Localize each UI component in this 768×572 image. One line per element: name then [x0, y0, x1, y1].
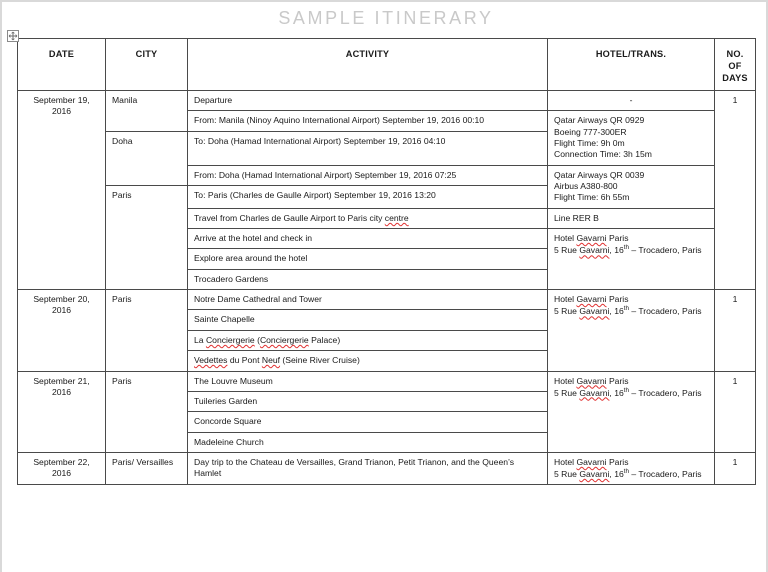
ordinal-suffix: th — [623, 305, 629, 313]
table-move-handle-icon[interactable] — [7, 30, 19, 42]
date-cell: September 19, 2016 — [18, 91, 106, 290]
transport-line: Boeing 777-300ER — [554, 126, 627, 137]
date-cell: September 22, 2016 — [18, 452, 106, 485]
table-row — [18, 290, 756, 310]
hotel-name: Hotel Gavarni Paris — [554, 233, 629, 244]
activity-cell: Trocadero Gardens — [188, 269, 548, 289]
activity-cell: La Conciergerie (Conciergerie Palace) — [188, 330, 548, 350]
transport-line: Flight Time: 9h 0m — [554, 138, 625, 149]
column-header-city: CITY — [106, 39, 188, 91]
date-cell: September 21, 2016 — [18, 371, 106, 452]
activity-cell: Tuileries Garden — [188, 391, 548, 411]
column-header-activity: ACTIVITY — [188, 39, 548, 91]
transport-line: Line RER B — [554, 212, 599, 223]
hotel-name: Hotel Gavarni Paris — [554, 456, 629, 467]
activity-cell: Arrive at the hotel and check in — [188, 229, 548, 249]
city-cell: Paris — [106, 186, 188, 290]
activity-cell: Notre Dame Cathedral and Tower — [188, 290, 548, 310]
hotel-name: Hotel Gavarni Paris — [554, 375, 629, 386]
ordinal-suffix: th — [623, 244, 629, 252]
hotel-street: 5 Rue Gavarni, 16th – Trocadero, Paris — [554, 244, 702, 256]
date-cell: September 20, 2016 — [18, 290, 106, 371]
hotel-cell — [548, 452, 715, 485]
hotel-address — [554, 294, 708, 318]
city-cell: Paris — [106, 371, 188, 452]
table-header-row — [18, 39, 756, 91]
activity-cell: Sainte Chapelle — [188, 310, 548, 330]
ordinal-suffix: th — [623, 386, 629, 394]
activity-cell: Madeleine Church — [188, 432, 548, 452]
hotel-cell — [548, 229, 715, 290]
city-cell: Paris/ Versailles — [106, 452, 188, 485]
activity-cell: Departure — [188, 91, 548, 111]
transport-line: Flight Time: 6h 55m — [554, 192, 630, 203]
activity-cell: Concorde Square — [188, 412, 548, 432]
itinerary-table — [17, 38, 756, 485]
num-days-cell: 1 — [715, 371, 756, 452]
city-cell: Doha — [106, 131, 188, 185]
transport-line: Qatar Airways QR 0039 — [554, 169, 645, 180]
hotel-name: Hotel Gavarni Paris — [554, 294, 629, 305]
page-title: SAMPLE ITINERARY — [278, 8, 494, 28]
num-days-cell: 1 — [715, 290, 756, 371]
hotel-address — [554, 376, 708, 400]
transport-cell — [548, 111, 715, 165]
hotel-address — [554, 233, 708, 257]
hotel-address — [554, 457, 708, 481]
hotel-cell — [548, 371, 715, 452]
column-header-hotel: HOTEL/TRANS. — [548, 39, 715, 91]
activity-cell: From: Doha (Hamad International Airport) September 19, 2016 07:25 — [188, 165, 548, 185]
activity-cell: Day trip to the Chateau de Versailles, Grand Trianon, Petit Trianon, and the Queen’s Hamlet — [188, 452, 548, 485]
hotel-street: 5 Rue Gavarni, 16th – Trocadero, Paris — [554, 468, 702, 480]
activity-cell: To: Paris (Charles de Gaulle Airport) September 19, 2016 13:20 — [188, 186, 548, 209]
activity-cell: The Louvre Museum — [188, 371, 548, 391]
num-days-cell: 1 — [715, 91, 756, 290]
activity-cell: From: Manila (Ninoy Aquino International Airport) September 19, 2016 00:10 — [188, 111, 548, 131]
hotel-street: 5 Rue Gavarni, 16th – Trocadero, Paris — [554, 386, 702, 398]
ordinal-suffix: th — [623, 468, 629, 476]
transport-cell: - — [548, 91, 715, 111]
column-header-days: NO. OF DAYS — [715, 39, 756, 91]
city-cell: Paris — [106, 290, 188, 371]
table-row — [18, 452, 756, 485]
table-row — [18, 91, 756, 111]
activity-cell: Vedettes du Pont Neuf (Seine River Cruise) — [188, 351, 548, 371]
activity-cell: To: Doha (Hamad International Airport) September 19, 2016 04:10 — [188, 131, 548, 165]
transport-line: Connection Time: 3h 15m — [554, 149, 652, 160]
column-header-date: DATE — [18, 39, 106, 91]
hotel-cell — [548, 290, 715, 371]
transport-cell — [548, 208, 715, 228]
city-cell: Manila — [106, 91, 188, 132]
hotel-street: 5 Rue Gavarni, 16th – Trocadero, Paris — [554, 305, 702, 317]
table-row — [18, 371, 756, 391]
num-days-cell: 1 — [715, 452, 756, 485]
transport-line: Airbus A380-800 — [554, 181, 618, 192]
transport-cell — [548, 165, 715, 208]
activity-cell: Travel from Charles de Gaulle Airport to Paris city centre — [188, 208, 548, 228]
transport-line: Qatar Airways QR 0929 — [554, 115, 645, 126]
activity-cell: Explore area around the hotel — [188, 249, 548, 269]
